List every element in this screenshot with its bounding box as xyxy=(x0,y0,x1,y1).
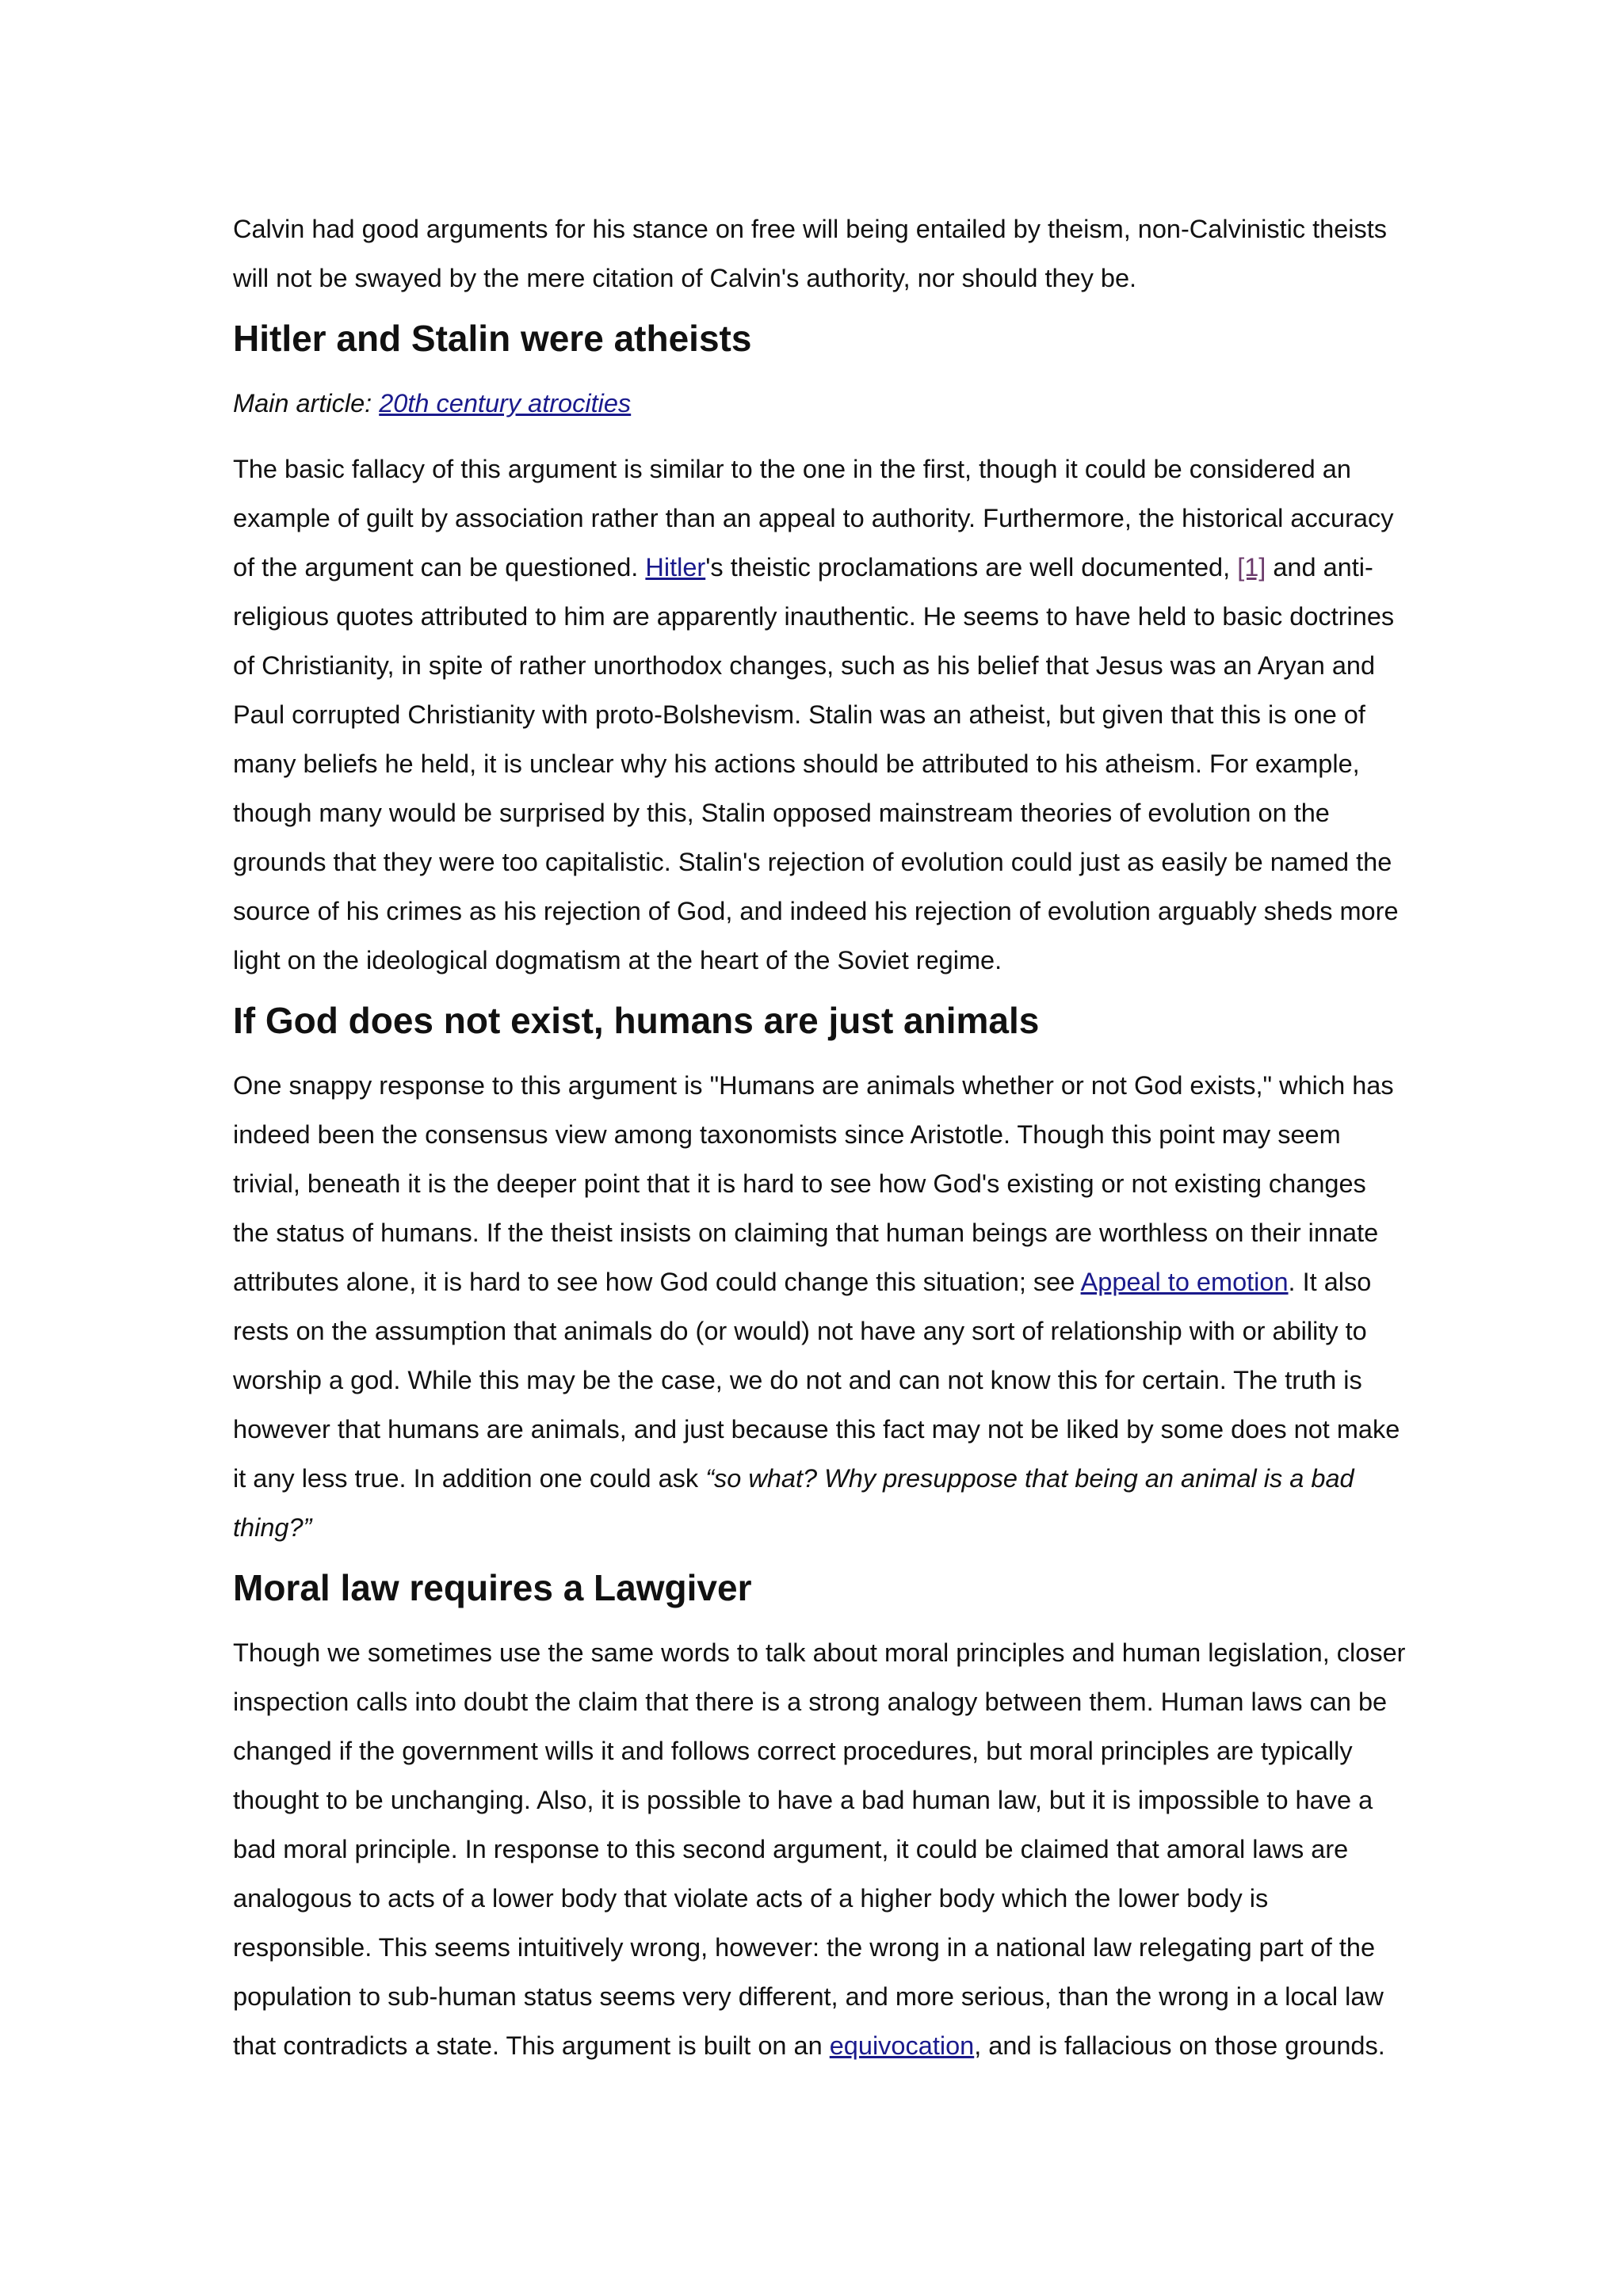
document-content xyxy=(233,204,1406,2070)
link-20th-century-atrocities[interactable]: 20th century atrocities xyxy=(379,389,632,418)
main-article-prefix: Main article: xyxy=(233,389,380,418)
intro-paragraph xyxy=(233,204,1406,303)
humans-animals-paragraph xyxy=(233,1061,1406,1552)
moral-text-part-2: , and is fallacious on those grounds. xyxy=(974,2031,1385,2060)
link-appeal-to-emotion[interactable]: Appeal to emotion xyxy=(1080,1268,1289,1296)
intro-text: Calvin had good arguments for his stance on free will being entailed by theism, non-Calvinistic theists will not be swayed by the mere citation of Calvin's authority, nor should they be. xyxy=(233,215,1388,292)
link-equivocation[interactable]: equivocation xyxy=(829,2031,975,2060)
reference-link-1[interactable]: [1] xyxy=(1237,553,1266,582)
link-hitler[interactable]: Hitler xyxy=(645,553,706,582)
animals-italic-question: “so what? Why presuppose that being an animal is a bad thing?” xyxy=(233,1464,1354,1542)
main-article-note xyxy=(233,379,1406,428)
hitler-stalin-paragraph xyxy=(233,444,1406,985)
section-heading-moral-law: Moral law requires a Lawgiver xyxy=(233,1567,752,1608)
moral-law-paragraph xyxy=(233,1628,1406,2070)
animals-text-part-1: One snappy response to this argument is "Humans are animals whether or not God exists," which has indeed been the consensus view among taxonomists since Aristotle. Though this point may seem trivial, beneath it is the deeper point that it is hard to see how God's existing or not existing changes the status of humans. If the theist insists on claiming that human beings are worthless on their innate attributes alone, it is hard to see how God could change this situation; see xyxy=(233,1071,1394,1296)
section-heading-humans-animals: If God does not exist, humans are just animals xyxy=(233,1000,1040,1041)
moral-text-part-1: Though we sometimes use the same words to talk about moral principles and human legislation, closer inspection calls into doubt the claim that there is a strong analogy between them. Human laws can be changed if the government wills it and follows correct procedures, but moral principles are typically thought to be unchanging. Also, it is possible to have a bad human law, but it is impossible to have a bad moral principle. In response to this second argument, it could be claimed that amoral laws are analogous to acts of a lower body that violate acts of a higher body which the lower body is responsible. This seems intuitively wrong, however: the wrong in a national law relegating part of the population to sub-human status seems very different, and more serious, than the wrong in a local law that contradicts a state. This argument is built on an xyxy=(233,1638,1406,2060)
hitler-text-part-2: 's theistic proclamations are well documented, xyxy=(705,553,1238,582)
hitler-text-part-1: The basic fallacy of this argument is similar to the one in the first, though it could be considered an example of guilt by association rather than an appeal to authority. Furthermore, the historical accuracy of the argument can be questioned. xyxy=(233,455,1394,582)
hitler-text-part-3: and anti-religious quotes attributed to him are apparently inauthentic. He seems to have held to basic doctrines of Christianity, in spite of rather unorthodox changes, such as his belief that Jesus was an Aryan and Paul corrupted Christianity with proto-Bolshevism. Stalin was an atheist, but given that this is one of many beliefs he held, it is unclear why his actions should be attributed to his atheism. For example, though many would be surprised by this, Stalin opposed mainstream theories of evolution on the grounds that they were too capitalistic. Stalin's rejection of evolution could just as easily be named the source of his crimes as his rejection of God, and indeed his rejection of evolution arguably sheds more light on the ideological dogmatism at the heart of the Soviet regime. xyxy=(233,553,1399,974)
section-heading-hitler-stalin: Hitler and Stalin were atheists xyxy=(233,318,752,359)
animals-text-part-2: . It also rests on the assumption that animals do (or would) not have any sort of relationship with or ability to worship a god. While this may be the case, we do not and can not know this for certain. The truth is however that humans are animals, and just because this fact may not be liked by some does not make it any less true. In addition one could ask xyxy=(233,1268,1400,1493)
